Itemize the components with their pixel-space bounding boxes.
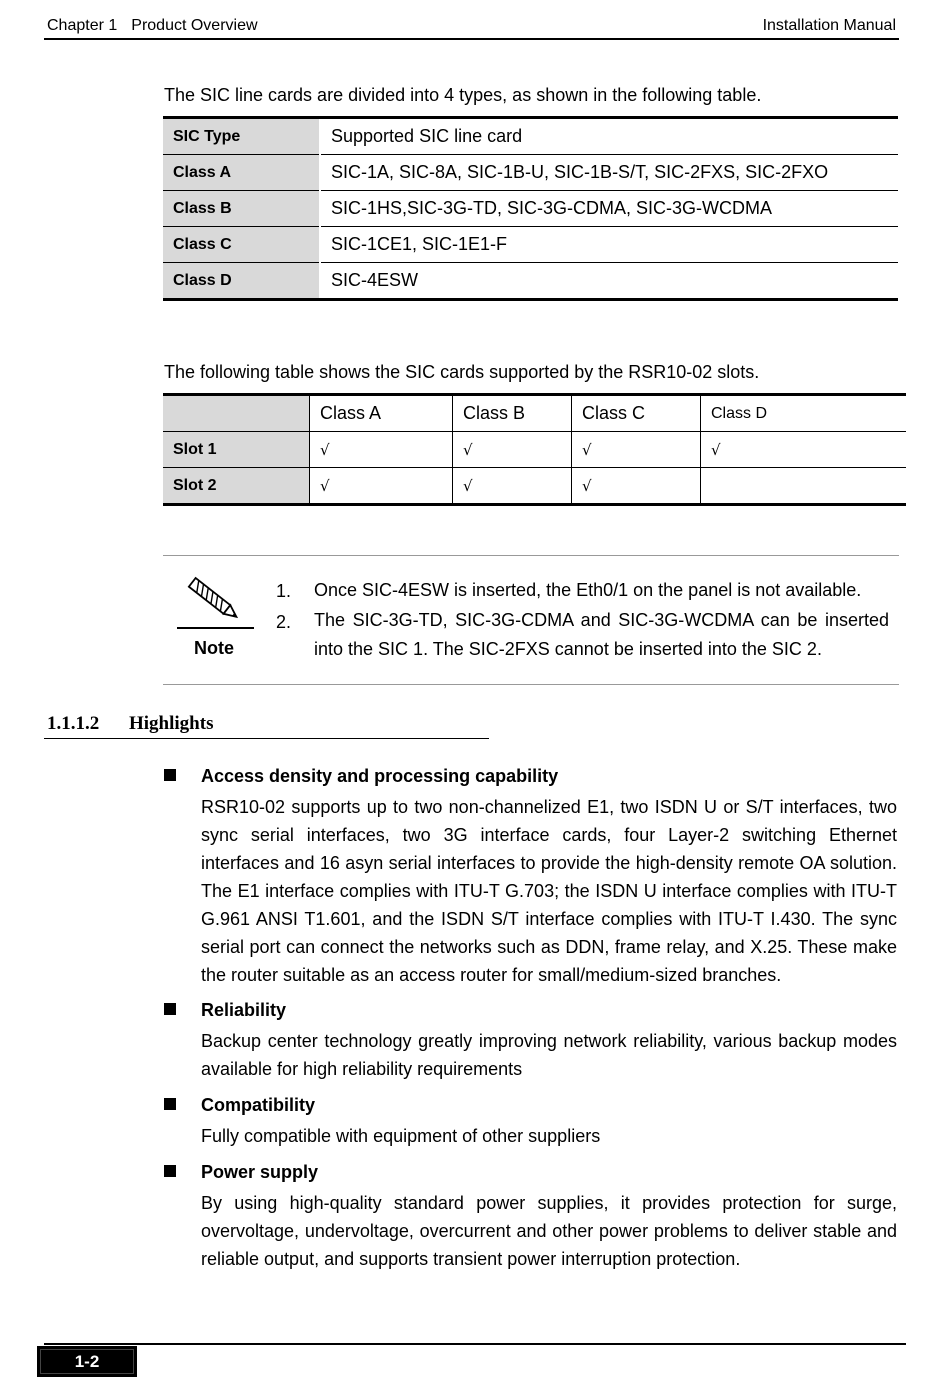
table-cell-class: Class B xyxy=(163,191,320,227)
intro-paragraph-types: The SIC line cards are divided into 4 types, as shown in the following table. xyxy=(164,85,762,105)
check-mark: √ xyxy=(310,468,453,505)
square-bullet-icon xyxy=(164,1098,176,1110)
table-row xyxy=(163,432,906,468)
table-row xyxy=(163,263,898,300)
check-mark: √ xyxy=(572,468,701,505)
table-header-cell: Class B xyxy=(453,395,572,432)
table-header-cell: Class A xyxy=(310,395,453,432)
table-header-cell: Supported SIC line card xyxy=(331,126,523,146)
section-rule xyxy=(44,738,489,739)
table-cell-cards: SIC-1CE1, SIC-1E1-F xyxy=(320,227,898,263)
table-header-row xyxy=(163,118,898,155)
highlight-title: Power supply xyxy=(201,1162,319,1182)
check-mark: √ xyxy=(453,432,572,468)
square-bullet-icon xyxy=(164,769,176,781)
table-header-row xyxy=(163,395,906,432)
chapter-number: Chapter 1 xyxy=(47,17,118,34)
check-mark: √ xyxy=(310,432,453,468)
table-header-cell: Class C xyxy=(572,395,701,432)
square-bullet-icon xyxy=(164,1165,176,1177)
table-row xyxy=(163,468,906,505)
note-item-text: Once SIC-4ESW is inserted, the Eth0/1 on the panel is not available. xyxy=(314,580,862,600)
table-cell-slot: Slot 2 xyxy=(163,468,310,505)
table-cell-empty xyxy=(701,468,907,505)
section-number: 1.1.1.2 xyxy=(47,713,100,734)
square-bullet-icon xyxy=(164,1003,176,1015)
sic-types-table xyxy=(163,116,898,301)
table-cell-cards: SIC-1HS,SIC-3G-TD, SIC-3G-CDMA, SIC-3G-WCDMA xyxy=(320,191,898,227)
note-icon-underline xyxy=(177,627,254,629)
table-cell-class: Class D xyxy=(163,263,320,300)
running-header-chapter xyxy=(47,17,258,35)
check-mark: √ xyxy=(701,432,907,468)
note-item-number: 2. xyxy=(276,612,292,632)
note-label: Note xyxy=(194,638,234,658)
running-header-manual: Installation Manual xyxy=(762,17,896,34)
table-cell-class: Class A xyxy=(163,155,320,191)
section-title: Highlights xyxy=(129,713,214,734)
table-header-cell-empty xyxy=(163,395,310,432)
highlight-text: Fully compatible with equipment of other suppliers xyxy=(201,1126,601,1146)
table-cell-class: Class C xyxy=(163,227,320,263)
intro-paragraph-slots: The following table shows the SIC cards supported by the RSR10-02 slots. xyxy=(164,362,760,382)
note-bottom-rule xyxy=(163,684,899,685)
highlight-title: Compatibility xyxy=(201,1095,316,1115)
highlight-title: Reliability xyxy=(201,1000,287,1020)
table-row xyxy=(163,191,898,227)
note-item-text: The SIC-3G-TD, SIC-3G-CDMA and SIC-3G-WCDMA can be inserted into the SIC 1. The SIC-2FXS cannot be inserted into the SIC 2. xyxy=(314,610,889,659)
table-row xyxy=(163,227,898,263)
highlight-text: RSR10-02 supports up to two non-channelized E1, two ISDN U or S/T interfaces, two sync serial interfaces, two 3G interface cards, four Layer-2 switching Ethernet interfaces and 16 asyn serial interfaces to provide the high-density remote OA solution. The E1 interface complies with ITU-T G.703; the ISDN U interface complies with ITU-T G.961 ANSI T1.601, and the ISDN S/T interface complies with ITU-T I.430. The sync serial port can connect the networks such as DDN, frame relay, and X.25. These make the router suitable as an access router for small/medium-sized branches. xyxy=(201,797,897,985)
note-item-number: 1. xyxy=(276,581,292,601)
pencil-icon xyxy=(186,576,242,629)
highlight-text: By using high-quality standard power supplies, it provides protection for surge, overvoltage, undervoltage, overcurrent and other power problems to deliver stable and reliable output, and supports transient power interruption protection. xyxy=(201,1193,897,1269)
table-header-cell: SIC Type xyxy=(163,118,320,155)
page-number: 1-2 xyxy=(74,1352,100,1371)
note-top-rule xyxy=(163,555,899,556)
header-rule xyxy=(44,38,899,40)
check-mark: √ xyxy=(453,468,572,505)
footer-rule xyxy=(44,1343,906,1345)
slot-support-table xyxy=(163,393,906,506)
table-row xyxy=(163,155,898,191)
table-cell-cards: SIC-1A, SIC-8A, SIC-1B-U, SIC-1B-S/T, SIC-2FXS, SIC-2FXO xyxy=(320,155,898,191)
check-mark: √ xyxy=(572,432,701,468)
table-header-cell: Class D xyxy=(701,395,907,432)
highlight-text: Backup center technology greatly improving network reliability, various backup modes available for high reliability requirements xyxy=(201,1031,897,1079)
table-cell-slot: Slot 1 xyxy=(163,432,310,468)
table-cell-cards: SIC-4ESW xyxy=(320,263,898,300)
chapter-title: Product Overview xyxy=(131,17,258,34)
highlight-title: Access density and processing capability xyxy=(201,766,559,786)
